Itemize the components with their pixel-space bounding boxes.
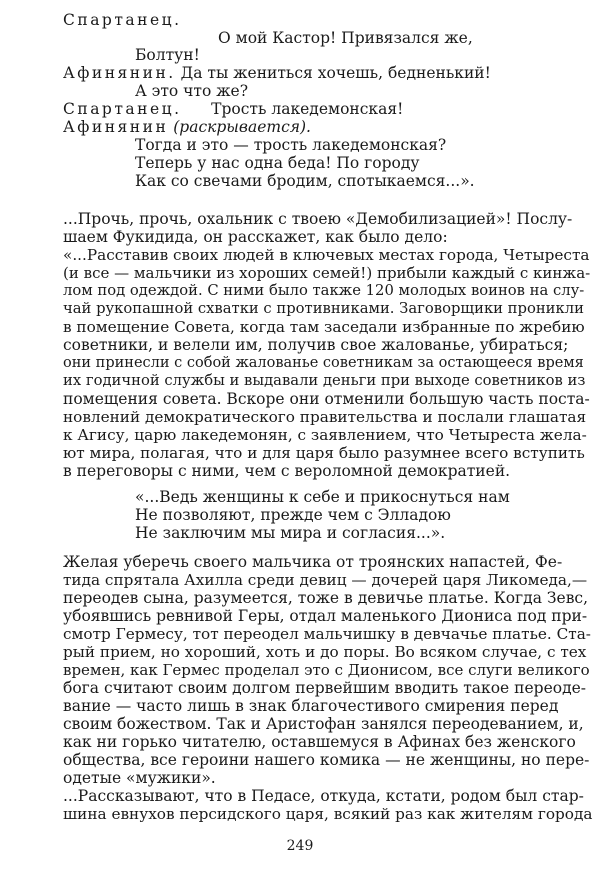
- text-line: в помещение Совета, когда там заседали избранные по жребию: [63, 318, 585, 336]
- text-line: их годичной службы и выдавали деньги при выходе советников из: [63, 372, 586, 389]
- verse-line: «...Ведь женщины к себе и прикоснуться нам: [135, 488, 510, 506]
- text-line: одетые «мужики».: [63, 769, 216, 787]
- text-line: общества, все героини нашего комика — не женщины, но пере-: [63, 751, 590, 769]
- text-line: тида спрятала Ахилла среди девиц — дочерей царя Ликомеда,—: [63, 571, 588, 589]
- text-line: времен, как Гермес проделал это с Дионисом, все слуги великого: [63, 661, 590, 679]
- speaker-athenian: Афинянин: [63, 118, 169, 136]
- text-line: «...Расставив своих людей в ключевых местах города, Четыреста: [63, 246, 590, 264]
- text-line: советники, и велели им, получив свое жалованье, убираться;: [63, 336, 569, 354]
- dialogue-line: Теперь у нас одна беда! По городу: [135, 154, 420, 172]
- text-line: вание — часто лишь в знак благочестивого смирения перед: [63, 697, 559, 715]
- dialogue-line: О мой Кастор! Привязался же,: [218, 29, 473, 47]
- text-line: убоявшись ревнивой Геры, отдал маленького Диониса под при-: [63, 607, 588, 625]
- text-line: ...Прочь, прочь, охальник с твоею «Демобилизацией»! Послу-: [63, 210, 573, 228]
- dialogue-line: А это что же?: [135, 82, 249, 100]
- dialogue-line: Как со свечами бродим, спотыкаемся...».: [135, 172, 475, 190]
- text-line: как ни горько читателю, оставшемуся в Афинах без женского: [63, 733, 576, 751]
- verse-line: Не заключим мы мира и согласия...».: [135, 524, 446, 542]
- text-line: новлений демократического правительства и послали глашатая: [63, 408, 587, 426]
- stage-direction: (раскрывается).: [168, 118, 311, 136]
- text-line: переодев сына, разумеется, тоже в девичье платье. Когда Зевс,: [63, 589, 589, 607]
- page-number: 249: [286, 838, 314, 854]
- text-line: шаем Фукидида, он расскажет, как было дело:: [63, 228, 448, 246]
- text-line: к Агису, царю лакедемонян, с заявлением, что Четыреста жела-: [63, 426, 587, 444]
- text-line: ют мира, полагая, что и для царя было разумнее всего вступить: [63, 444, 585, 462]
- text-line: чай рукопашной схватки с противниками. Заговорщики проникли: [63, 300, 584, 317]
- dialogue-line: Афинянин. Да ты жениться хочешь, бедненький!: [63, 64, 491, 82]
- text-line: смотр Гермесу, тот переодел мальчишку в девчачье платье. Ста-: [63, 625, 591, 643]
- text-line: ...Рассказывают, что в Педасе, откуда, кстати, родом был стар-: [63, 787, 584, 805]
- dialogue-line: [63, 118, 311, 136]
- text-line: в переговоры с ними, чем с вероломной демократией.: [63, 462, 511, 480]
- text-line: шина евнухов персидского царя, всякий раз как жителям города: [63, 805, 593, 823]
- dialogue-line: Болтун!: [135, 46, 200, 64]
- verse-line: Не позволяют, прежде чем с Элладою: [135, 506, 451, 524]
- speaker-spartan: Спартанец.: [63, 100, 182, 118]
- text-line: Желая уберечь своего мальчика от троянских напастей, Фе-: [63, 553, 563, 571]
- dialogue-line: Тогда и это — трость лакедемонская?: [135, 136, 447, 154]
- text-line: бога считают своим долгом первейшим вводить такое переоде-: [63, 679, 587, 697]
- dialogue-line: Спартанец. Трость лакедемонская!: [63, 100, 404, 118]
- speaker-spartan: Спартанец.: [63, 11, 182, 29]
- text-line: они принесли с собой жалованье советникам за остающееся время: [63, 355, 584, 371]
- text-line: помещения совета. Вскоре они отменили большую часть поста-: [63, 390, 590, 408]
- text-line: (и все — мальчики из хороших семей!) прибыли каждый с кинжа-: [63, 264, 591, 282]
- text-line: своим божеством. Так и Аристофан занялся переодеванием, и,: [63, 715, 584, 733]
- text-line: рый прием, но хороший, хоть и до поры. Во всяком случае, с тех: [63, 643, 587, 661]
- text-line: лом под одеждой. С ними было также 120 молодых воинов на слу-: [63, 282, 585, 299]
- speaker-athenian: Афинянин.: [63, 64, 176, 82]
